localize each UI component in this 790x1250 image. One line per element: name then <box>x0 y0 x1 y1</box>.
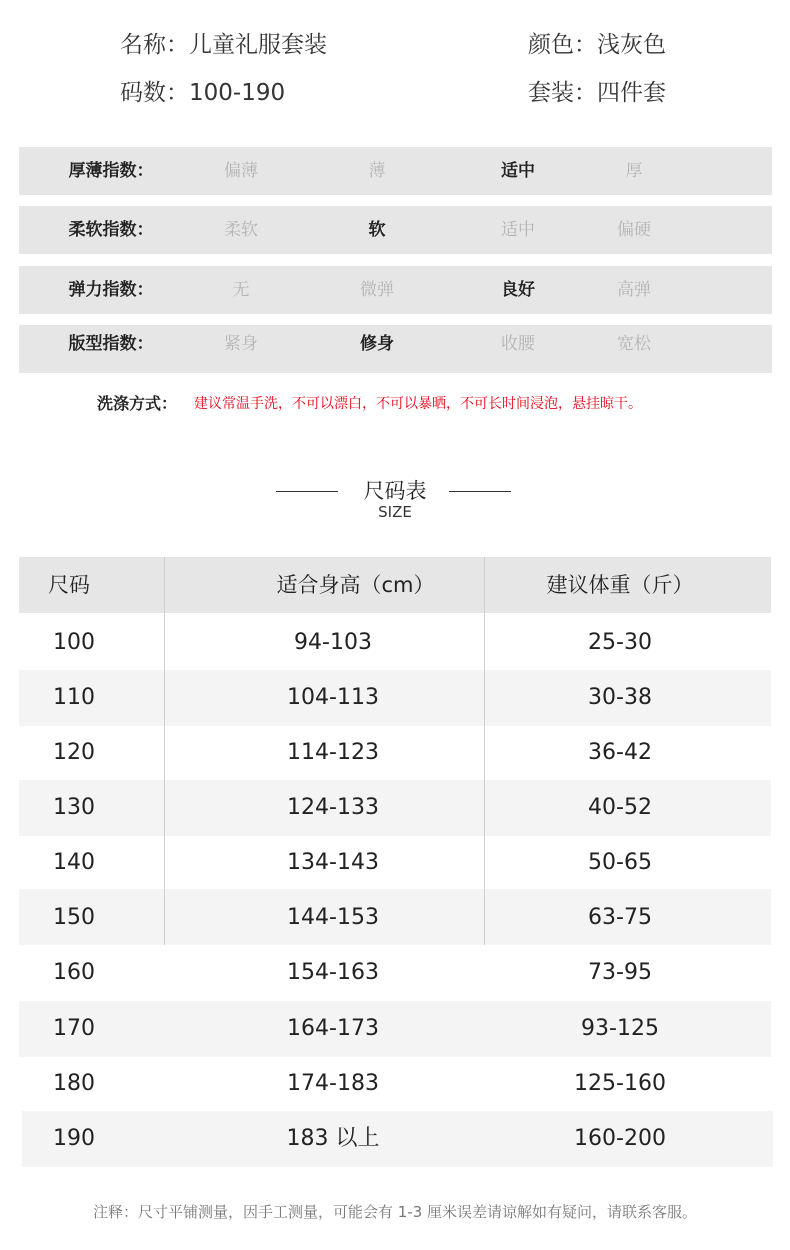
index-row-thickness <box>19 147 772 195</box>
cell-size: 160 <box>53 960 95 985</box>
cell-weight: 160-200 <box>574 1126 666 1151</box>
index-row-softness <box>19 206 772 254</box>
index-option: 偏薄 <box>224 161 258 181</box>
index-option: 高弹 <box>617 280 651 300</box>
product-name: 名称：儿童礼服套装 <box>120 32 327 58</box>
index-label: 柔软指数： <box>68 220 154 240</box>
header-weight: 建议体重（斤） <box>546 573 694 597</box>
cell-size: 190 <box>53 1126 95 1151</box>
footnote: 注释：尺寸平铺测量，因手工测量，可能会有 1-3 厘米误差请谅解如有疑问，请联系客服。 <box>92 1203 698 1221</box>
index-label: 版型指数： <box>68 334 154 354</box>
index-label: 弹力指数： <box>68 280 154 300</box>
cell-size: 130 <box>53 795 95 820</box>
index-option: 宽松 <box>617 334 651 354</box>
cell-height: 114-123 <box>287 740 379 765</box>
cell-size: 150 <box>53 905 95 930</box>
index-option-selected: 适中 <box>501 161 535 181</box>
header-size: 尺码 <box>48 573 90 597</box>
cell-weight: 30-38 <box>588 685 652 710</box>
cell-weight: 93-125 <box>581 1016 659 1041</box>
cell-height: 174-183 <box>287 1071 379 1096</box>
cell-height: 104-113 <box>287 685 379 710</box>
cell-size: 110 <box>53 685 95 710</box>
product-color: 颜色：浅灰色 <box>528 32 666 58</box>
section-subtitle: SIZE <box>378 503 412 521</box>
index-option-selected: 修身 <box>360 334 394 354</box>
index-option: 收腰 <box>501 334 535 354</box>
cell-size: 120 <box>53 740 95 765</box>
cell-height: 124-133 <box>287 795 379 820</box>
cell-size: 180 <box>53 1071 95 1096</box>
index-option: 厚 <box>625 161 643 181</box>
column-divider <box>164 557 165 945</box>
cell-size: 140 <box>53 850 95 875</box>
cell-size: 100 <box>53 630 95 655</box>
cell-height: 183 以上 <box>286 1126 380 1151</box>
index-option: 无 <box>232 280 250 300</box>
wash-label: 洗涤方式： <box>97 394 178 413</box>
cell-weight: 25-30 <box>588 630 652 655</box>
cell-weight: 36-42 <box>588 740 652 765</box>
cell-height: 164-173 <box>287 1016 379 1041</box>
cell-height: 144-153 <box>287 905 379 930</box>
section-title: 尺码表 <box>363 479 427 503</box>
index-option: 偏硬 <box>617 220 651 240</box>
index-option: 适中 <box>501 220 535 240</box>
product-size-range: 码数：100-190 <box>120 80 286 106</box>
index-option: 柔软 <box>224 220 258 240</box>
cell-weight: 125-160 <box>574 1071 666 1096</box>
index-row-fit <box>19 325 772 373</box>
index-option: 薄 <box>368 161 386 181</box>
cell-weight: 63-75 <box>588 905 652 930</box>
wash-instructions: 建议常温手洗，不可以漂白，不可以暴晒，不可长时间浸泡，悬挂晾干。 <box>194 396 642 412</box>
column-divider <box>484 557 485 945</box>
cell-height: 154-163 <box>287 960 379 985</box>
index-row-elasticity <box>19 266 772 314</box>
header-height: 适合身高（cm） <box>276 573 435 597</box>
cell-weight: 73-95 <box>588 960 652 985</box>
product-set: 套装：四件套 <box>528 80 666 106</box>
cell-height: 134-143 <box>287 850 379 875</box>
index-option: 微弹 <box>360 280 394 300</box>
index-option-selected: 良好 <box>501 280 535 300</box>
index-option: 紧身 <box>224 334 258 354</box>
cell-weight: 50-65 <box>588 850 652 875</box>
index-option-selected: 软 <box>368 220 386 240</box>
index-label: 厚薄指数： <box>68 161 154 181</box>
cell-weight: 40-52 <box>588 795 652 820</box>
cell-height: 94-103 <box>294 630 372 655</box>
cell-size: 170 <box>53 1016 95 1041</box>
